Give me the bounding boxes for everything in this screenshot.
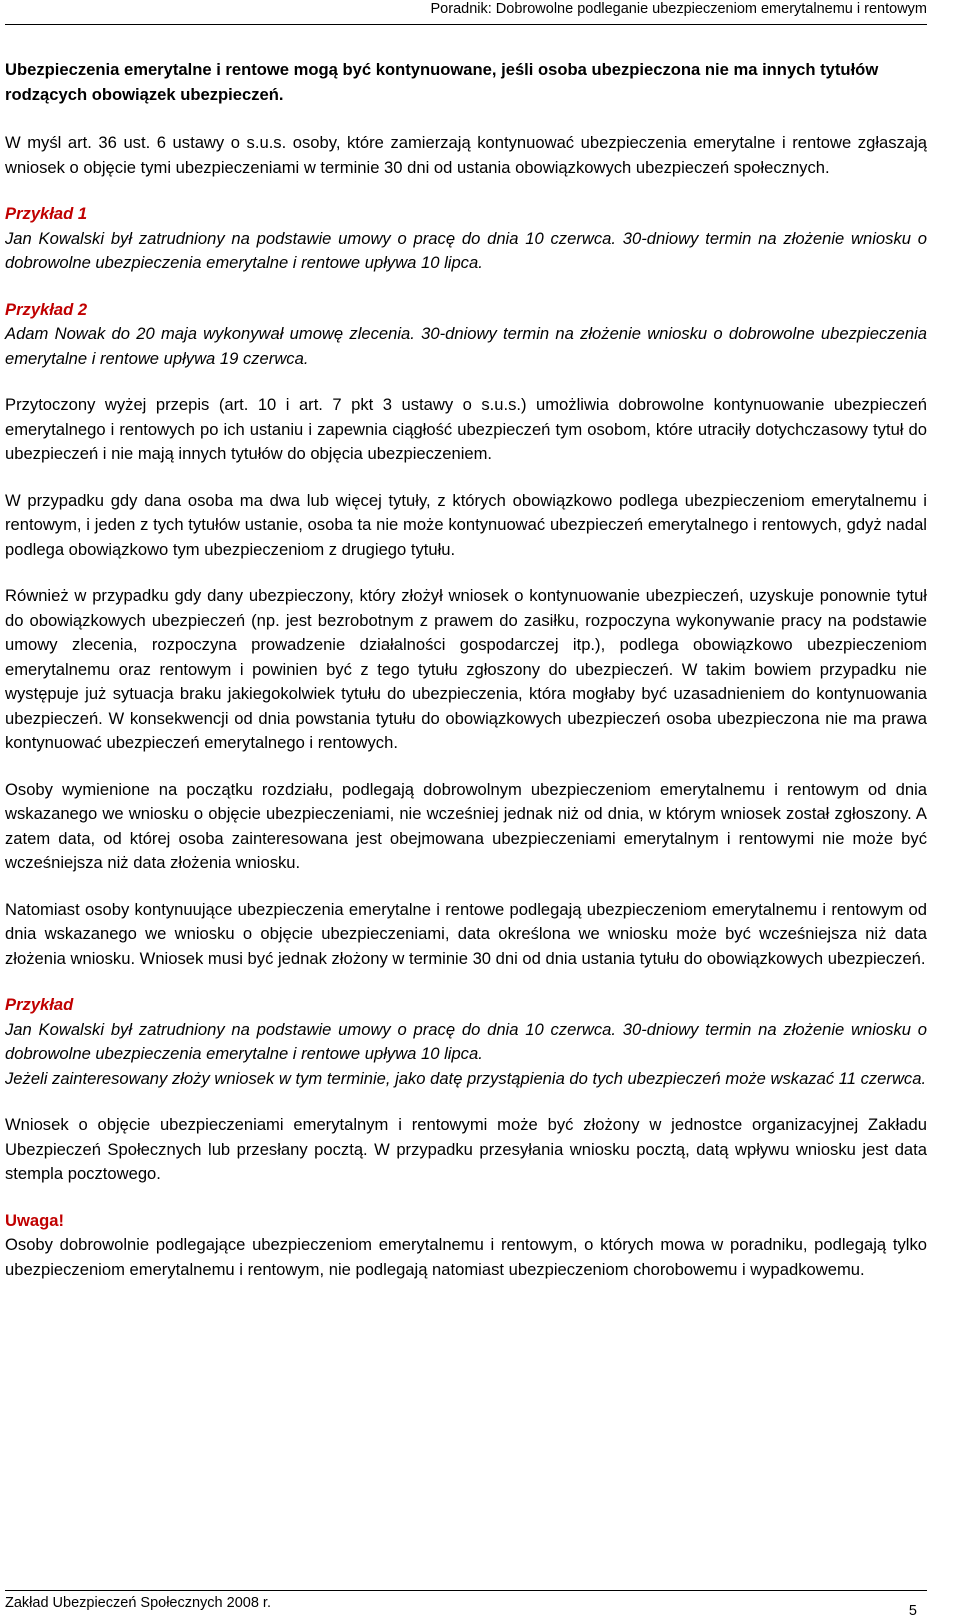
document-body <box>5 58 927 1282</box>
note-block <box>5 1209 927 1283</box>
paragraph-renewed-title: Również w przypadku gdy dany ubezpieczony, który złożył wniosek o kontynuowanie ubezpieczeń, uzyskuje ponownie tytuł do obowiązkowych ubezpieczeń (np. jest bezrobotnym z prawem do zasiłku, rozpoczyna wykonywanie pracy na podstawie umowy zlecenia, rozpoczyna prowadzenie działalności gospodarczej itp.), podlega obowiązkowo ubezpieczeniom emerytalnemu oraz rentowym i powinien być z tego tytułu zgłoszony do ubezpieczeń. W takim bowiem przypadku nie występuje już sytuacja braku jakiegokolwiek tytułu do ubezpieczenia, która mogłaby być uzasadnieniem do kontynuowania ubezpieczeń. W konsekwencji od dnia powstania tytułu do obowiązkowych ubezpieczeń osoba ubezpieczona nie ma prawa kontynuować ubezpieczeń emerytalnego i rentowych. <box>5 586 927 752</box>
paragraph-continuity: Przytoczony wyżej przepis (art. 10 i art. 7 pkt 3 ustawy o s.u.s.) umożliwia dobrowolne kontynuowanie ubezpieczeń emerytalnego i rentowych po ich ustaniu i zapewnia ciągłość ubezpieczeń tym osobom, które utraciły dotychczasowy tytuł do ubezpieczeń i nie mają innych tytułów do objęcia ubezpieczeniem. <box>5 395 927 463</box>
paragraph-continuation-date: Natomiast osoby kontynuujące ubezpieczenia emerytalne i rentowe podlegają ubezpieczeniom emerytalnemu i rentowym od dnia wskazanego we wniosku o objęcie ubezpieczeniami, data określona we wniosku może być wcześniejsza niż data złożenia wniosku. Wniosek musi być jednak złożony w terminie 30 dni od dnia ustania tytułu do obowiązkowych ubezpieczeń. <box>5 899 927 968</box>
paragraph-multiple-titles: W przypadku gdy dana osoba ma dwa lub więcej tytuły, z których obowiązkowo podlega ubezpieczeniom emerytalnemu i rentowym, i jeden z tych tytułów ustanie, osoba ta nie może kontynuować ubezpieczeń emerytalnego i rentowych, gdyż nadal podlega obowiązkowo tym ubezpieczeniom z drugiego tytułu. <box>5 490 927 559</box>
example-1-text: Jan Kowalski był zatrudniony na podstawie umowy o pracę do dnia 10 czerwca. 30-dniowy termin na złożenie wniosku o dobrowolne ubezpieczenia emerytalne i rentowe upływa 10 lipca. <box>5 228 927 272</box>
document-page <box>5 0 927 1622</box>
header-rule <box>5 24 927 25</box>
example-1 <box>5 202 927 276</box>
example-3-title: Przykład <box>5 995 74 1014</box>
running-header: Poradnik: Dobrowolne podleganie ubezpieczeniom emerytalnemu i rentowym <box>430 1 927 17</box>
example-2-title: Przykład 2 <box>5 299 88 319</box>
page-number: 5 <box>908 1603 917 1619</box>
footer-publisher: Zakład Ubezpieczeń Społecznych 2008 r. <box>5 1595 271 1611</box>
example-2 <box>5 298 927 372</box>
example-2-text: Adam Nowak do 20 maja wykonywał umowę zlecenia. 30-dniowy termin na złożenie wniosku o dobrowolne ubezpieczenia emerytalne i rentowe upływa 19 czerwca. <box>5 324 927 368</box>
note-title: Uwaga! <box>5 1210 65 1230</box>
example-3-line-1: Jan Kowalski był zatrudniony na podstawie umowy o pracę do dnia 10 czerwca. 30-dniowy termin na złożenie wniosku o dobrowolne ubezpieczenia emerytalne i rentowe upływa 10 lipca. <box>5 1019 927 1063</box>
footer-rule <box>5 1590 927 1591</box>
paragraph-legal-basis: W myśl art. 36 ust. 6 ustawy o s.u.s. osoby, które zamierzają kontynuować ubezpieczenia emerytalne i rentowe zgłaszają wniosek o objęcie tymi ubezpieczeniami w terminie 30 dni od ustania obowiązkowych ubezpieczeń społecznych. <box>5 133 927 177</box>
paragraph-submission: Wniosek o objęcie ubezpieczeniami emerytalnym i rentowymi może być złożony w jednostce organizacyjnej Zakładu Ubezpieczeń Społecznych lub przesłany pocztą. W przypadku przesyłania wniosku pocztą, datą wpływu wniosku jest data stempla pocztowego. <box>5 1115 927 1183</box>
example-3 <box>5 993 927 1091</box>
note-text: Osoby dobrowolnie podlegające ubezpieczeniom emerytalnemu i rentowym, o których mowa w poradniku, podlegają tylko ubezpieczeniom emerytalnemu i rentowym, nie podlegają natomiast ubezpieczeniom chorobowemu i wypadkowemu. <box>5 1235 927 1279</box>
lead-paragraph: Ubezpieczenia emerytalne i rentowe mogą być kontynuowane, jeśli osoba ubezpieczona nie ma innych tytułów rodzących obowiązek ubezpieczeń. <box>5 60 879 104</box>
paragraph-start-date: Osoby wymienione na początku rozdziału, podlegają dobrowolnym ubezpieczeniom emerytalnemu i rentowym od dnia wskazanego we wniosku o objęcie ubezpieczeniami, nie wcześniej jednak niż od dnia, w którym wniosek został zgłoszony. A zatem data, od której osoba zainteresowana jest obejmowana ubezpieczeniami emerytalnym i rentowymi nie może być wcześniejsza niż data złożenia wniosku. <box>5 779 927 872</box>
example-3-line-2: Jeżeli zainteresowany złoży wniosek w tym terminie, jako datę przystąpienia do tych ubezpieczeń może wskazać 11 czerwca. <box>5 1068 927 1088</box>
example-1-title: Przykład 1 <box>5 204 88 223</box>
